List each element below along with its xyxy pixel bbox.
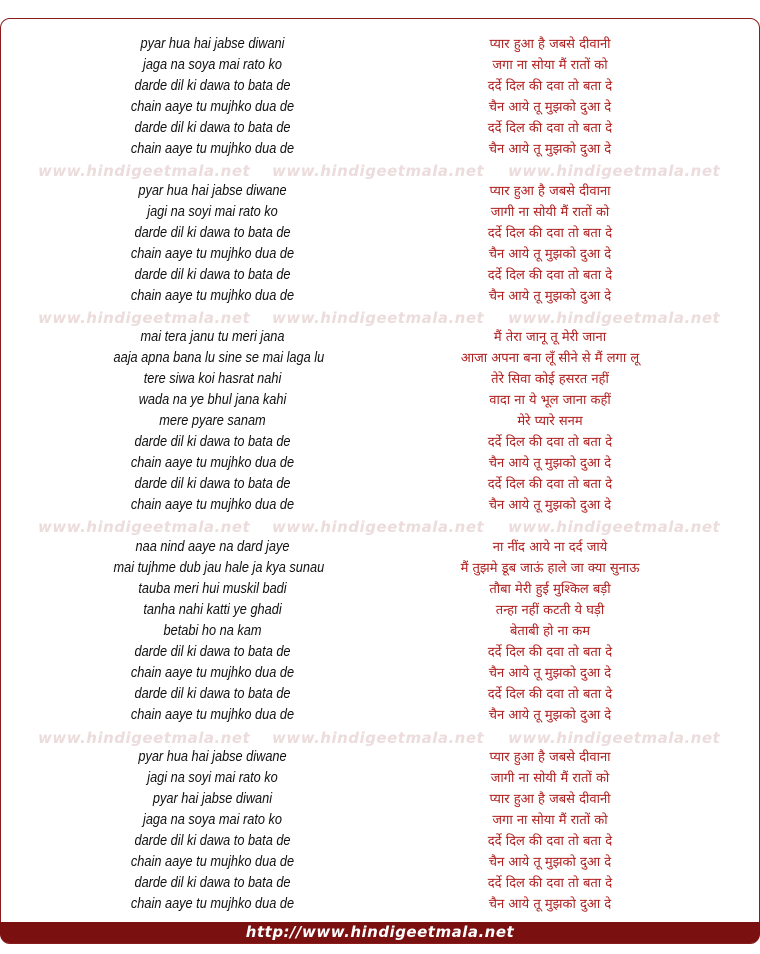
lyric-line-english: chain aaye tu mujhko dua de — [130, 455, 295, 471]
lyric-line-hindi: चैन आये तू मुझको दुआ दे — [488, 456, 612, 471]
lyric-line-english: naa nind aaye na dard jaye — [135, 539, 290, 555]
lyric-line-english: darde dil ki dawa to bata de — [134, 644, 291, 660]
lyric-line-hindi: आजा अपना बना लूँ सीने से मैं लगा लू — [460, 351, 640, 366]
lyric-line-english: pyar hua hai jabse diwane — [138, 183, 287, 199]
lyric-line-hindi: चैन आये तू मुझको दुआ दे — [488, 708, 612, 723]
lyric-line-hindi: चैन आये तू मुझको दुआ दे — [488, 498, 612, 513]
lyric-line-english: jagi na soyi mai rato ko — [147, 204, 278, 220]
watermark-text: www.hindigeetmala.net — [272, 309, 485, 327]
lyric-line-english: pyar hua hai jabse diwane — [138, 749, 287, 765]
lyric-line-english: darde dil ki dawa to bata de — [134, 267, 291, 283]
lyric-line-hindi: दर्दे दिल की दवा तो बता दे — [487, 79, 613, 94]
lyric-line-english: chain aaye tu mujhko dua de — [130, 896, 295, 912]
lyric-line-english: aaja apna bana lu sine se mai laga lu — [113, 350, 325, 366]
lyric-line-english: chain aaye tu mujhko dua de — [130, 665, 295, 681]
lyric-line-english: chain aaye tu mujhko dua de — [130, 497, 295, 513]
watermark-text: www.hindigeetmala.net — [508, 309, 721, 327]
lyric-line-hindi: चैन आये तू मुझको दुआ दे — [488, 289, 612, 304]
lyric-line-hindi: दर्दे दिल की दवा तो बता दे — [487, 268, 613, 283]
lyric-line-hindi: प्यार हुआ है जबसे दीवानी — [489, 792, 611, 807]
lyric-line-hindi: दर्दे दिल की दवा तो बता दे — [487, 121, 613, 136]
lyric-line-english: chain aaye tu mujhko dua de — [130, 99, 295, 115]
lyric-line-hindi: चैन आये तू मुझको दुआ दे — [488, 855, 612, 870]
lyric-line-english: chain aaye tu mujhko dua de — [130, 707, 295, 723]
lyric-line-hindi: मैं तेरा जानू तू मेरी जाना — [493, 330, 607, 345]
lyric-line-hindi: चैन आये तू मुझको दुआ दे — [488, 897, 612, 912]
watermark-text: www.hindigeetmala.net — [272, 518, 485, 536]
lyric-line-english: jaga na soya mai rato ko — [142, 812, 283, 828]
lyric-line-hindi: प्यार हुआ है जबसे दीवाना — [489, 184, 611, 199]
lyric-line-english: chain aaye tu mujhko dua de — [130, 246, 295, 262]
watermark-text: www.hindigeetmala.net — [508, 162, 721, 180]
lyric-line-english: chain aaye tu mujhko dua de — [130, 288, 295, 304]
lyric-line-english: jagi na soyi mai rato ko — [147, 770, 278, 786]
lyric-line-hindi: चैन आये तू मुझको दुआ दे — [488, 666, 612, 681]
watermark-text: www.hindigeetmala.net — [272, 162, 485, 180]
watermark-row — [0, 729, 760, 749]
lyric-line-hindi: वादा ना ये भूल जाना कहीं — [489, 393, 611, 408]
watermark-text: www.hindigeetmala.net — [508, 729, 721, 747]
lyric-line-english: darde dil ki dawa to bata de — [134, 476, 291, 492]
lyric-line-hindi: जगा ना सोया मैं रातों को — [492, 58, 608, 73]
lyric-line-hindi: चैन आये तू मुझको दुआ दे — [488, 142, 612, 157]
lyric-line-hindi: दर्दे दिल की दवा तो बता दे — [487, 435, 613, 450]
watermark-text: www.hindigeetmala.net — [38, 162, 251, 180]
lyric-line-english: tanha nahi katti ye ghadi — [143, 602, 282, 618]
lyric-line-hindi: चैन आये तू मुझको दुआ दे — [488, 100, 612, 115]
lyric-line-hindi: प्यार हुआ है जबसे दीवानी — [489, 37, 611, 52]
lyric-line-hindi: तेरे सिवा कोई हसरत नहीं — [491, 372, 609, 387]
lyric-line-hindi: जागी ना सोयी मैं रातों को — [490, 205, 610, 220]
lyric-line-hindi: बेताबी हो ना कम — [510, 624, 590, 639]
lyric-line-english: darde dil ki dawa to bata de — [134, 833, 291, 849]
lyric-line-english: tere siwa koi hasrat nahi — [143, 371, 282, 387]
footer-url-link[interactable]: http://www.hindigeetmala.net — [245, 923, 515, 941]
watermark-row — [0, 518, 760, 538]
lyric-line-hindi: दर्दे दिल की दवा तो बता दे — [487, 834, 613, 849]
lyric-line-english: darde dil ki dawa to bata de — [134, 875, 291, 891]
lyric-line-hindi: दर्दे दिल की दवा तो बता दे — [487, 226, 613, 241]
watermark-row — [0, 309, 760, 329]
lyric-line-english: jaga na soya mai rato ko — [142, 57, 283, 73]
lyric-line-hindi: तन्हा नहीं कटती ये घड़ी — [495, 603, 605, 618]
lyric-line-english: mai tujhme dub jau hale ja kya sunau — [113, 560, 325, 576]
lyric-line-english: darde dil ki dawa to bata de — [134, 78, 291, 94]
watermark-text: www.hindigeetmala.net — [38, 309, 251, 327]
lyric-line-hindi: दर्दे दिल की दवा तो बता दे — [487, 687, 613, 702]
lyric-line-hindi: प्यार हुआ है जबसे दीवाना — [489, 750, 611, 765]
watermark-text: www.hindigeetmala.net — [38, 729, 251, 747]
lyric-line-english: darde dil ki dawa to bata de — [134, 434, 291, 450]
lyric-line-hindi: जागी ना सोयी मैं रातों को — [490, 771, 610, 786]
watermark-text: www.hindigeetmala.net — [38, 518, 251, 536]
watermark-row — [0, 162, 760, 182]
lyric-line-hindi: मैं तुझमे डूब जाऊं हाले जा क्या सुनाऊ — [460, 561, 640, 576]
lyric-line-english: darde dil ki dawa to bata de — [134, 686, 291, 702]
lyric-line-hindi: जगा ना सोया मैं रातों को — [492, 813, 608, 828]
lyric-line-english: wada na ye bhul jana kahi — [138, 392, 287, 408]
lyric-line-english: darde dil ki dawa to bata de — [134, 120, 291, 136]
lyric-line-hindi: तौबा मेरी हुई मुश्किल बड़ी — [489, 582, 611, 597]
lyric-line-hindi: दर्दे दिल की दवा तो बता दे — [487, 876, 613, 891]
lyric-line-hindi: ना नींद आये ना दर्द जाये — [492, 540, 608, 555]
lyric-line-hindi: चैन आये तू मुझको दुआ दे — [488, 247, 612, 262]
lyric-line-english: tauba meri hui muskil badi — [138, 581, 287, 597]
lyric-line-english: pyar hua hai jabse diwani — [140, 36, 285, 52]
lyric-line-english: mere pyare sanam — [159, 413, 266, 429]
lyric-line-english: chain aaye tu mujhko dua de — [130, 141, 295, 157]
watermark-text: www.hindigeetmala.net — [508, 518, 721, 536]
lyric-line-english: chain aaye tu mujhko dua de — [130, 854, 295, 870]
lyric-line-english: pyar hai jabse diwani — [152, 791, 273, 807]
watermark-text: www.hindigeetmala.net — [272, 729, 485, 747]
lyric-line-english: betabi ho na kam — [163, 623, 262, 639]
lyric-line-hindi: मेरे प्यारे सनम — [517, 414, 583, 429]
lyric-line-english: darde dil ki dawa to bata de — [134, 225, 291, 241]
lyric-line-english: mai tera janu tu meri jana — [140, 329, 285, 345]
footer-bar — [0, 922, 760, 943]
lyric-line-hindi: दर्दे दिल की दवा तो बता दे — [487, 645, 613, 660]
lyric-line-hindi: दर्दे दिल की दवा तो बता दे — [487, 477, 613, 492]
